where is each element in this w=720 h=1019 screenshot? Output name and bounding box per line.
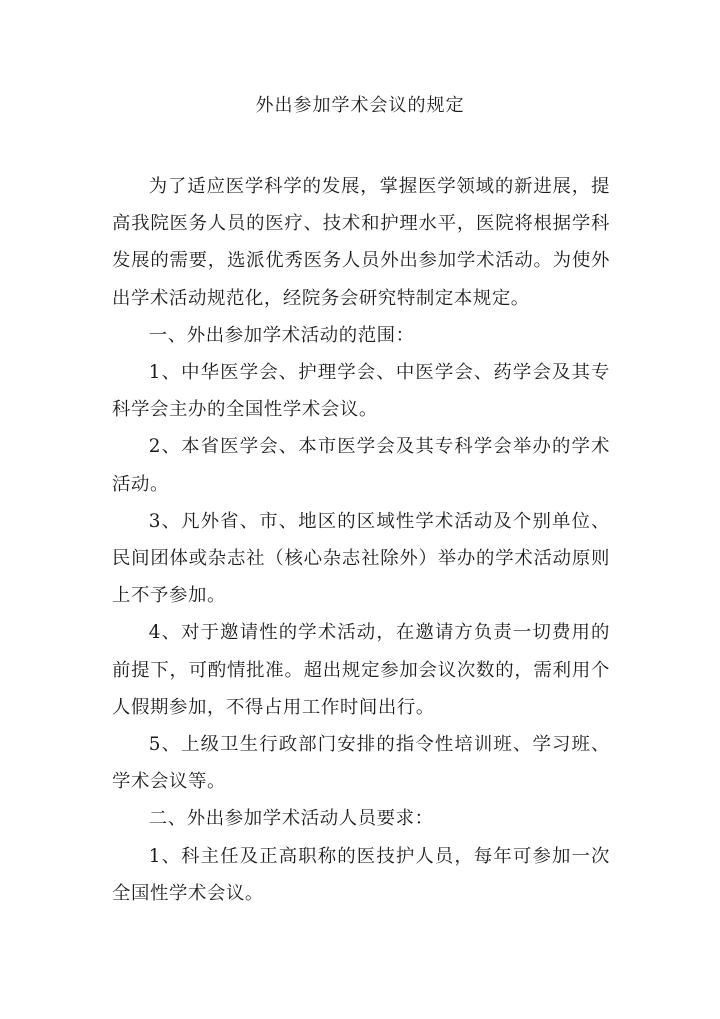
section-heading-scope: 一、外出参加学术活动的范围：	[148, 324, 415, 346]
document-title: 外出参加学术会议的规定	[255, 95, 465, 116]
document-body	[112, 168, 610, 912]
intro-paragraph: 为了适应医学科学的发展，掌握医学领域的新进展，提高我院医务人员的医疗、技术和护理水平，医院将根据学科发展的需要，选派优秀医务人员外出参加学术活动。为使外出学术活动规范化，经院务会研究特制定本规定。	[112, 176, 610, 309]
scope-item-3: 3、凡外省、市、地区的区域性学术活动及个别单位、民间团体或杂志社（核心杂志社除外）举办的学术活动原则上不予参加。	[112, 510, 610, 607]
requirement-item-1: 1、科主任及正高职称的医技护人员，每年可参加一次全国性学术会议。	[112, 845, 610, 904]
scope-item-1: 1、中华医学会、护理学会、中医学会、药学会及其专科学会主办的全国性学术会议。	[112, 362, 610, 421]
section-heading-requirements: 二、外出参加学术活动人员要求：	[148, 808, 434, 830]
scope-item-5: 5、上级卫生行政部门安排的指令性培训班、学习班、学术会议等。	[112, 734, 610, 793]
scope-item-2: 2、本省医学会、本市医学会及其专科学会举办的学术活动。	[112, 436, 610, 495]
scope-item-4: 4、对于邀请性的学术活动，在邀请方负责一切费用的前提下，可酌情批准。超出规定参加会议次数的，需利用个人假期参加，不得占用工作时间出行。	[112, 622, 610, 718]
